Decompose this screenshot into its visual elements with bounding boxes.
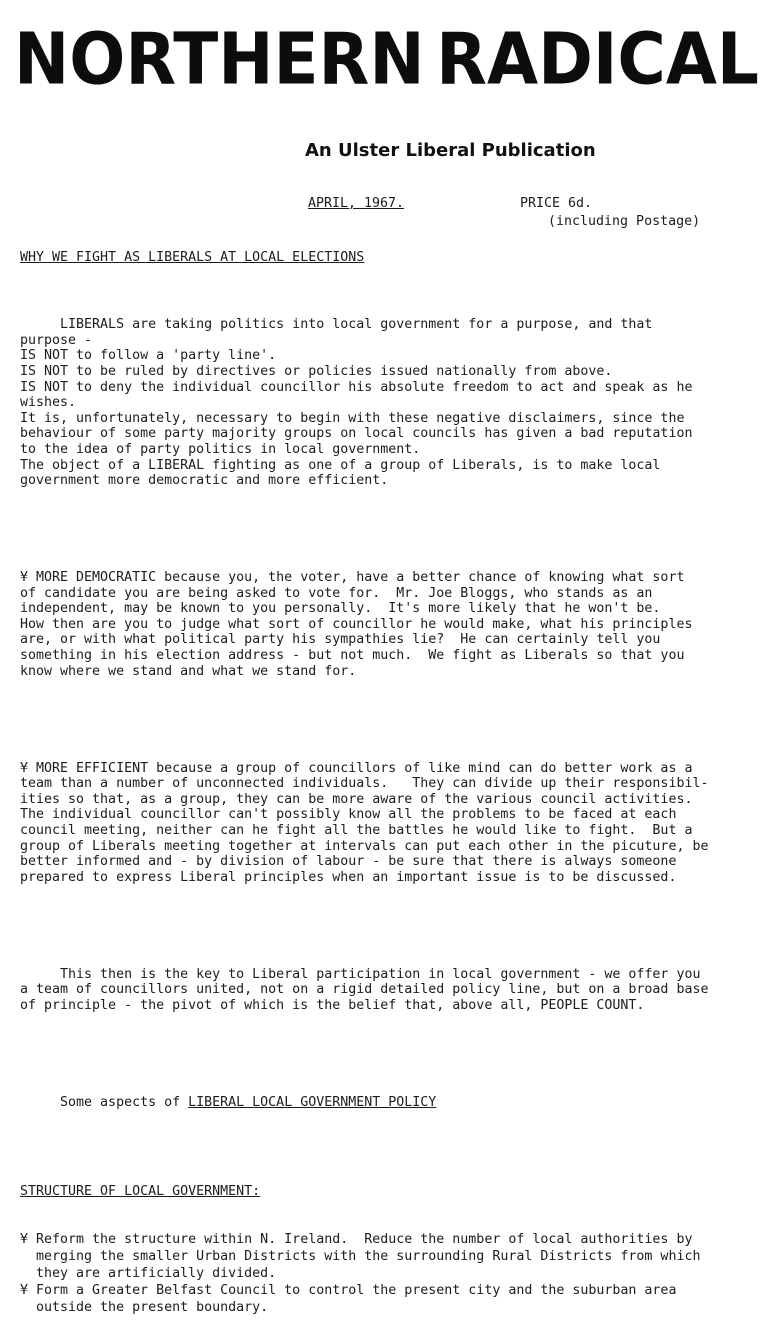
policy-title: LIBERAL LOCAL GOVERNMENT POLICY [188,1094,437,1110]
text-line: council meeting, neither can he fight all the battles he would like to fight. But a [20,823,693,838]
democratic-section [20,570,760,679]
text-line: are, or with what political party his sympathies lie? He can certainly tell you [20,632,661,648]
policy-item: ¥ Reform the structure within N. Ireland. Reduce the number of local authorities by merging the smaller Urban Districts with the surrounding Rural Districts from which they are artificially divided. [20,1231,701,1281]
publication-subtitle: An Ulster Liberal Publication [305,140,596,161]
closing-section [20,967,760,1014]
text-line: ¥ MORE EFFICIENT because a group of councillors of like mind can do better work as a [20,760,693,776]
masthead-radical: RADICAL [436,17,759,102]
text-line: of candidate you are being asked to vote for. Mr. Joe Bloggs, who stands as an [20,585,653,601]
policy-item: ¥ Form a Greater Belfast Council to control the present city and the suburban area outside the present boundary. [20,1282,677,1315]
intro-section [20,317,760,489]
masthead-northern: NORTHERN [14,17,425,102]
structure-list [20,1231,760,1316]
text-line: ities so that, as a group, they can be more aware of the various council activities. [20,791,693,807]
text-line: LIBERALS are taking politics into local government for a purpose, and that [20,317,653,333]
text-line: wishes. [20,395,77,411]
text-line: It is, unfortunately, necessary to begin with these negative disclaimers, since the [20,410,685,426]
text-line: The object of a LIBERAL fighting as one of a group of Liberals, is to make local [20,457,661,473]
text-line: of principle - the pivot of which is the belief that, above all, PEOPLE COUNT. [20,997,645,1013]
text-line: something in his election address - but not much. We fight as Liberals so that you [20,648,685,664]
text-line: IS NOT to deny the individual councillor his absolute freedom to act and speak as he [20,379,693,395]
price: PRICE 6d. [520,196,593,211]
text-line: behaviour of some party majority groups on local councils has given a bad reputation [20,426,693,442]
aspects-line [20,1095,760,1111]
text-line: government more democratic and more efficient. [20,473,389,489]
text-line: The individual councillor can't possibly know all the problems to be faced at each [20,807,677,823]
text-line: How then are you to judge what sort of councillor he would make, what his principles [20,616,693,632]
text-line: ¥ MORE DEMOCRATIC because you, the voter, have a better chance of knowing what sort [20,570,685,586]
price-note: (including Postage) [548,214,701,229]
text-line: know where we stand and what we stand for. [20,663,357,679]
text-line: better informed and - by division of labour - be sure that there is always someone [20,854,677,870]
text-line: IS NOT to be ruled by directives or policies issued nationally from above. [20,363,613,379]
issue-date: APRIL, 1967. [308,196,405,211]
article-heading: WHY WE FIGHT AS LIBERALS AT LOCAL ELECTIONS [20,250,365,265]
aspects-prefix: Some aspects of [20,1094,189,1110]
efficient-section [20,761,760,886]
text-line: This then is the key to Liberal participation in local government - we offer you [20,966,701,982]
text-line: independent, may be known to you personally. It's more likely that he won't be. [20,601,661,617]
text-line: prepared to express Liberal principles when an important issue is to be discussed. [20,869,677,885]
text-line: IS NOT to follow a 'party line'. [20,348,277,364]
masthead [14,17,759,102]
text-line: team than a number of unconnected individuals. They can divide up their responsibil- [20,776,709,792]
text-line: to the idea of party politics in local government. [20,441,421,457]
text-line: purpose - [20,332,93,348]
structure-heading: STRUCTURE OF LOCAL GOVERNMENT: [20,1183,261,1199]
text-line: a team of councillors united, not on a rigid detailed policy line, but on a broad base [20,982,709,998]
text-line: group of Liberals meeting together at intervals can put each other in the picuture, be [20,838,709,854]
article-body [20,286,760,1331]
